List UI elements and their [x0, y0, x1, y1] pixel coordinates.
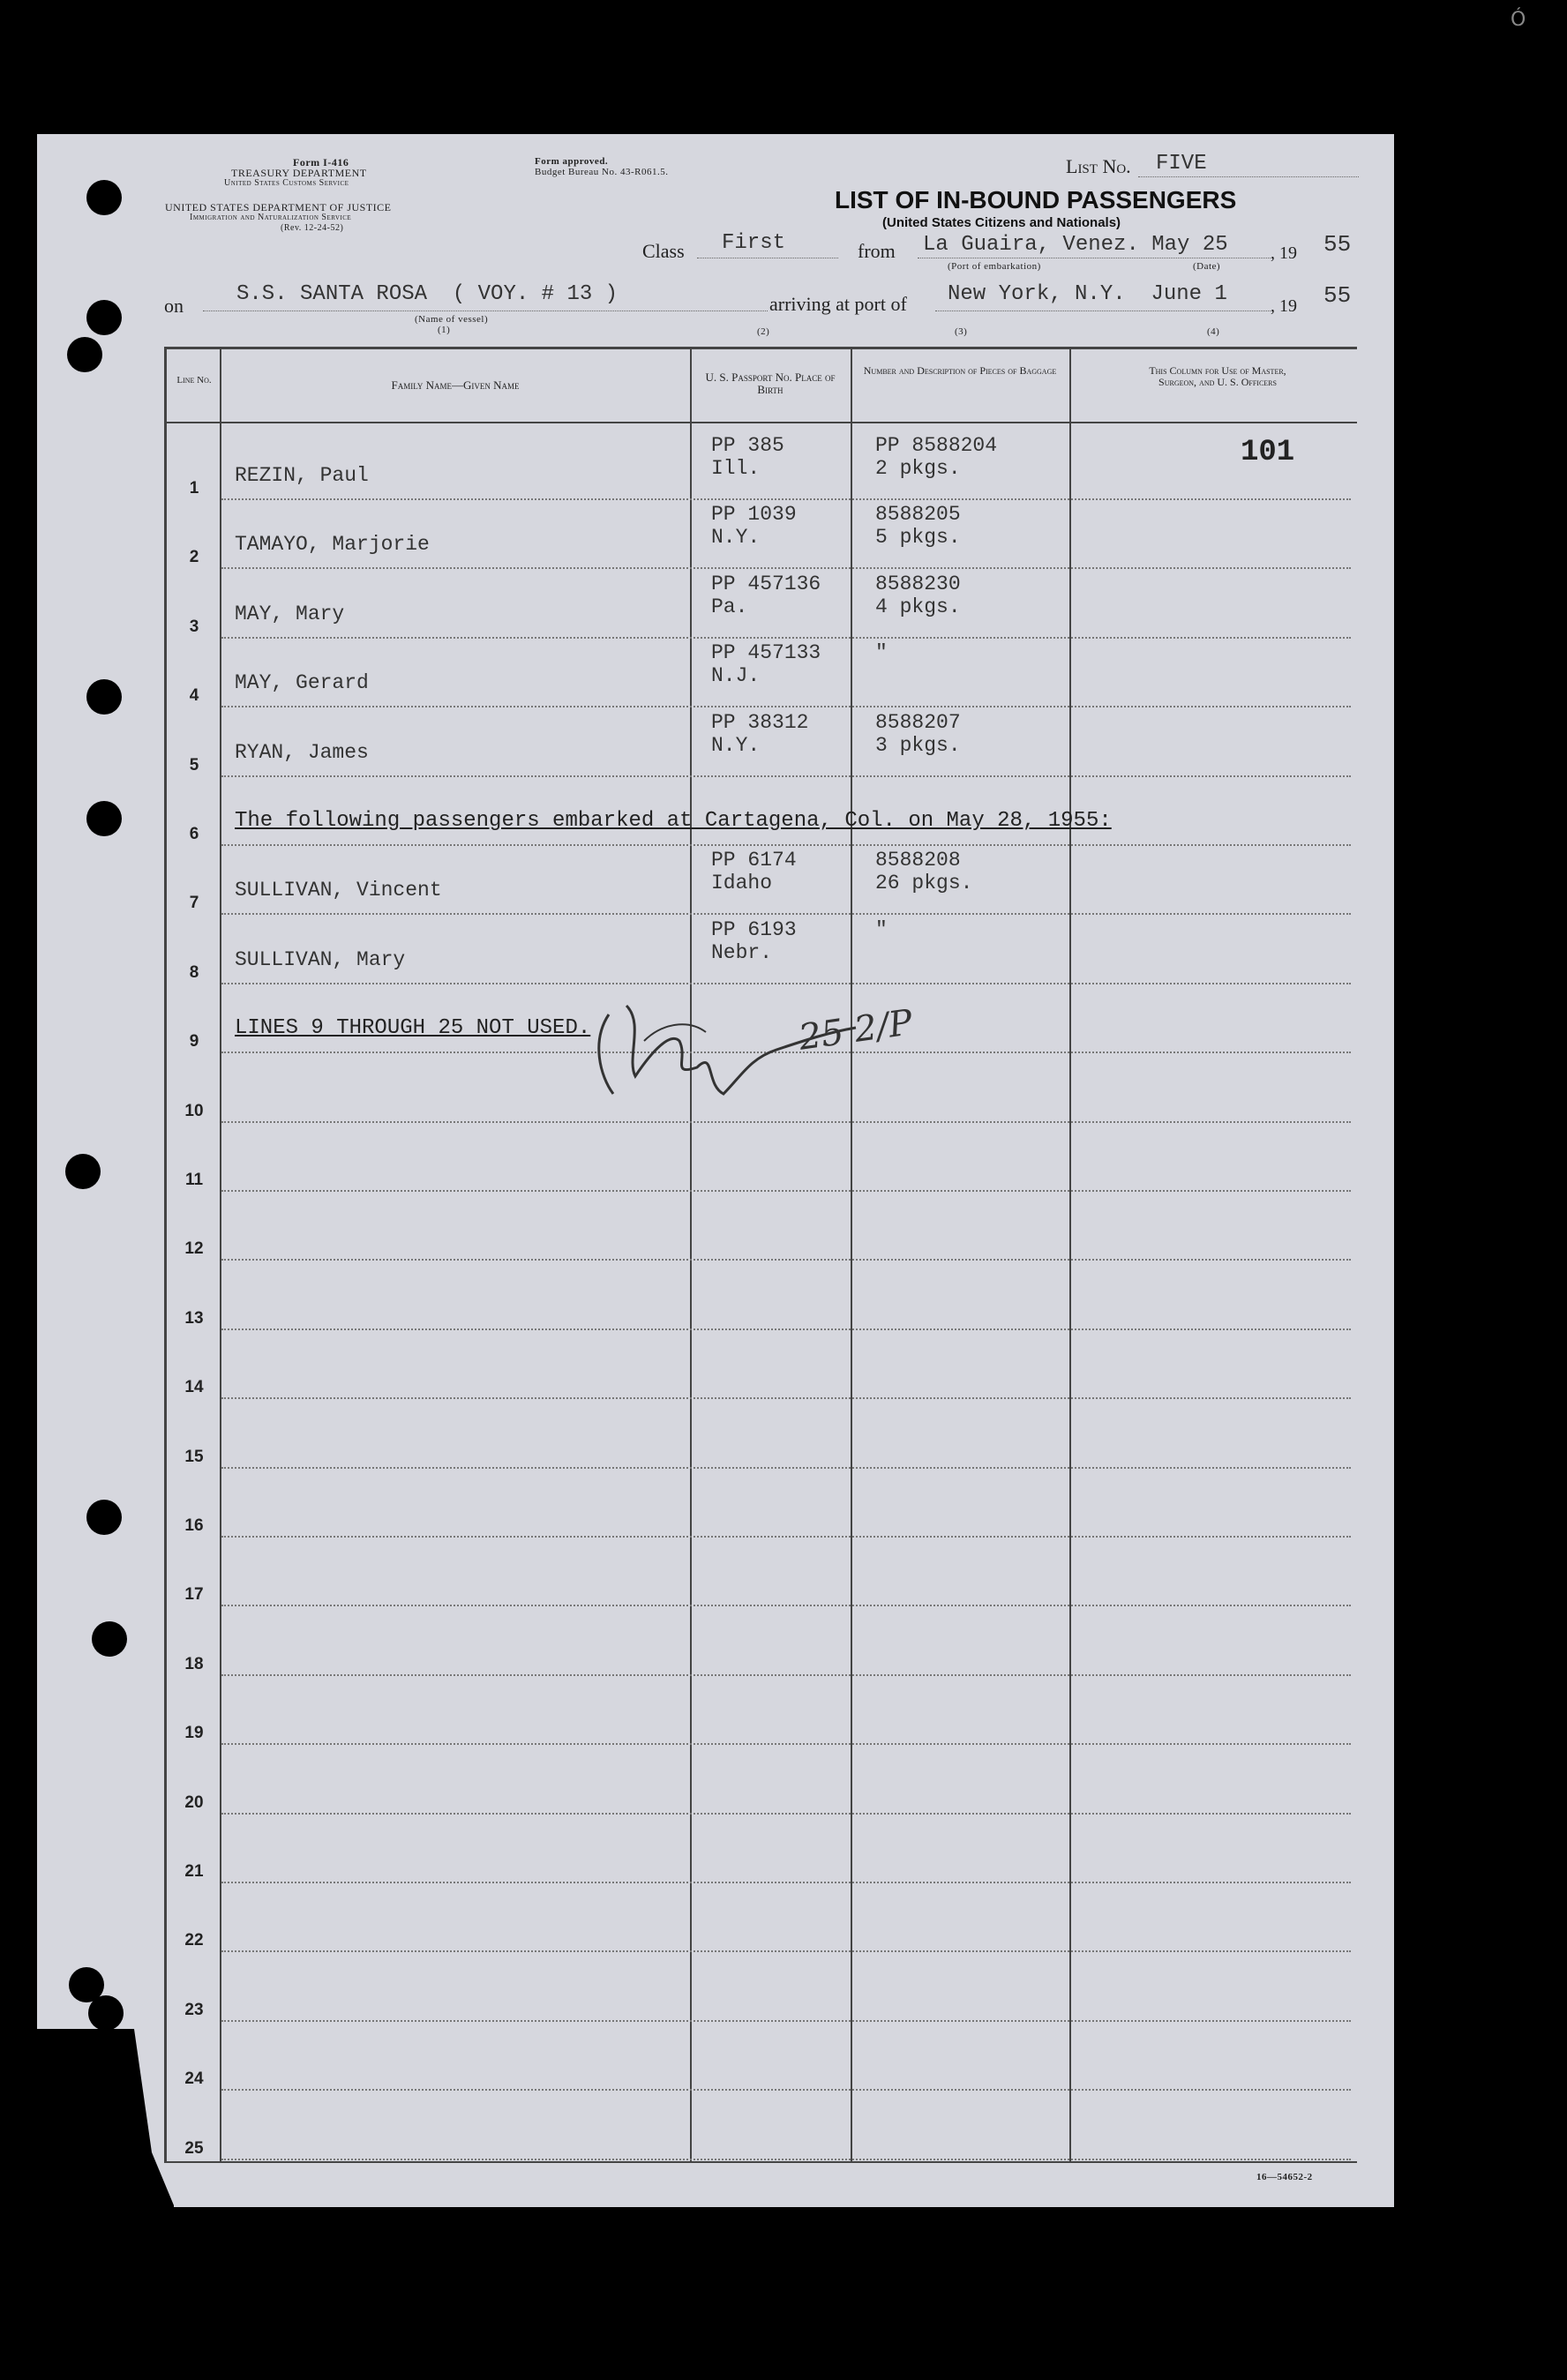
line-number: 4 — [189, 686, 199, 706]
binder-hole — [86, 180, 122, 215]
arriving-label: arriving at port of — [769, 293, 907, 315]
row-rule — [221, 1882, 1351, 1883]
section-note: The following passengers embarked at Cartagena, Col. on May 28, 1955: — [235, 809, 1112, 833]
form-number: Form I-416 — [293, 156, 349, 168]
binder-hole — [88, 1995, 124, 2031]
from-label: from — [858, 240, 896, 262]
section-note: LINES 9 THROUGH 25 NOT USED. — [235, 1016, 591, 1041]
header-baggage: Number and Description of Pieces of Baggage — [863, 364, 1057, 377]
vessel-caption: (Name of vessel) — [415, 314, 489, 325]
line-number: 11 — [184, 1171, 204, 1189]
line-number: 23 — [184, 2000, 204, 2019]
line-number: 13 — [184, 1308, 204, 1328]
row-rule — [221, 844, 1351, 846]
baggage-pieces: 2 pkgs. — [875, 457, 961, 480]
vessel-value: S.S. SANTA ROSA ( VOY. # 13 ) — [236, 282, 619, 306]
baggage-number: " — [875, 917, 888, 941]
place-of-birth: Idaho — [711, 872, 773, 895]
list-no-label: List No. — [1066, 155, 1131, 177]
place-of-birth: N.J. — [711, 664, 761, 688]
passport-number: PP 6193 — [711, 917, 797, 941]
passport-number: PP 457136 — [711, 572, 821, 595]
binder-hole — [92, 1621, 127, 1657]
binder-hole — [86, 679, 122, 715]
header-passport: U. S. Passport No. Place of Birth — [705, 370, 836, 396]
arrival-num: (3) — [955, 326, 968, 337]
on-label: on — [164, 295, 184, 317]
passenger-name: TAMAYO, Marjorie — [235, 533, 430, 557]
baggage-number: 8588207 — [875, 710, 961, 734]
class-label: Class — [642, 240, 685, 262]
date-num: (4) — [1207, 326, 1220, 337]
row-rule — [221, 1328, 1351, 1330]
line-number: 20 — [184, 1792, 204, 1812]
table-left-border — [164, 347, 167, 2163]
baggage-number: 8588208 — [875, 849, 961, 872]
binder-hole — [67, 337, 102, 372]
line-number: 6 — [189, 825, 199, 843]
row-rule — [221, 1259, 1351, 1261]
line-number: 10 — [184, 1101, 204, 1120]
customs-service: United States Customs Service — [224, 178, 349, 188]
table-top-border — [164, 347, 1357, 349]
line-number: 22 — [184, 1931, 204, 1950]
row-rule — [221, 1743, 1351, 1745]
passenger-name: SULLIVAN, Vincent — [235, 879, 442, 902]
row-rule — [221, 1121, 1351, 1123]
arrival-year: 55 — [1323, 282, 1352, 309]
place-of-birth: Pa. — [711, 595, 748, 618]
passport-number: PP 385 — [711, 434, 784, 457]
form-revision: (Rev. 12-24-52) — [281, 223, 344, 233]
passenger-name: MAY, Mary — [235, 602, 345, 625]
from-year-prefix: , 19 — [1271, 243, 1297, 263]
place-of-birth: N.Y. — [711, 733, 761, 757]
col-line-divider — [220, 347, 221, 2163]
row-rule — [221, 637, 1351, 639]
row-rule — [221, 567, 1351, 569]
arrival-value: New York, N.Y. June 1 — [948, 282, 1227, 306]
row-rule — [221, 1674, 1351, 1676]
col-name-divider — [690, 347, 692, 2163]
baggage-number: 8588205 — [875, 503, 961, 527]
arriving-num: (2) — [757, 326, 770, 337]
port-embark-caption: (Port of embarkation) — [948, 261, 1041, 272]
row-rule — [221, 498, 1351, 500]
form-approved: Form approved. — [535, 156, 609, 167]
line-number: 3 — [189, 617, 199, 636]
baggage-number: " — [875, 641, 888, 665]
arrival-year-prefix: , 19 — [1271, 296, 1297, 316]
from-year: 55 — [1323, 231, 1352, 258]
passport-number: PP 38312 — [711, 710, 809, 734]
manifest-subtitle: (United States Citizens and Nationals) — [882, 215, 1121, 230]
line-number: 8 — [189, 962, 199, 982]
line-number: 24 — [184, 2069, 204, 2089]
from-value: La Guaira, Venez. May 25 — [923, 233, 1228, 257]
manifest-title: LIST OF IN-BOUND PASSENGERS — [835, 186, 1237, 213]
row-rule — [221, 1467, 1351, 1469]
row-rule — [221, 2159, 1351, 2160]
passport-number: PP 6174 — [711, 849, 797, 872]
row-rule — [221, 775, 1351, 777]
treasury-department: TREASURY DEPARTMENT — [231, 167, 367, 179]
immigration-service: Immigration and Naturalization Service — [190, 213, 352, 222]
footer-code: 16—54652-2 — [1256, 2172, 1313, 2182]
col-passport-divider — [851, 347, 852, 2163]
line-number: 25 — [184, 2138, 204, 2158]
baggage-pieces: 4 pkgs. — [875, 595, 961, 618]
passenger-name: SULLIVAN, Mary — [235, 947, 406, 971]
line-number: 18 — [184, 1654, 204, 1673]
row-rule — [221, 2020, 1351, 2022]
date-caption: (Date) — [1193, 261, 1221, 272]
table-header-border — [164, 422, 1357, 423]
row-rule — [221, 913, 1351, 915]
passenger-name: MAY, Gerard — [235, 671, 369, 695]
row-rule — [221, 1190, 1351, 1192]
row-rule — [221, 983, 1351, 984]
corner-mark: Ó — [1511, 9, 1526, 31]
line-number: 9 — [189, 1032, 199, 1052]
binder-hole — [86, 300, 122, 335]
passenger-name: RYAN, James — [235, 740, 369, 764]
binder-hole — [65, 1154, 101, 1189]
baggage-pieces: 5 pkgs. — [875, 526, 961, 550]
line-number: 14 — [184, 1378, 204, 1397]
line-number: 7 — [189, 894, 199, 913]
row-rule — [221, 2089, 1351, 2091]
place-of-birth: Nebr. — [711, 940, 773, 964]
handwritten-signature — [574, 988, 891, 1120]
line-number: 15 — [184, 1447, 204, 1466]
budget-bureau: Budget Bureau No. 43-R061.5. — [535, 167, 669, 177]
header-officers: This Column for Use of Master, Surgeon, and U. S. Officers — [1149, 364, 1286, 388]
place-of-birth: Ill. — [711, 457, 761, 480]
row-rule — [221, 706, 1351, 707]
justice-department: UNITED STATES DEPARTMENT OF JUSTICE — [165, 201, 392, 213]
row-rule — [221, 1813, 1351, 1815]
baggage-pieces: 26 pkgs. — [875, 872, 973, 895]
list-no-dots — [1138, 176, 1359, 177]
passport-number: PP 1039 — [711, 503, 797, 527]
line-number: 17 — [184, 1585, 204, 1605]
row-rule — [221, 1536, 1351, 1538]
row-rule — [221, 1605, 1351, 1606]
header-line-no: Line No. — [176, 375, 212, 385]
line-number: 2 — [189, 548, 199, 567]
class-value: First — [722, 231, 786, 255]
line-number: 5 — [189, 755, 199, 775]
line-number: 12 — [184, 1239, 204, 1259]
baggage-number: 8588230 — [875, 572, 961, 595]
torn-corner — [37, 2029, 178, 2214]
row-rule — [221, 1397, 1351, 1399]
passport-number: PP 457133 — [711, 641, 821, 665]
table-bottom-border — [164, 2161, 1357, 2163]
handwritten-note: 25 2/P — [796, 1002, 916, 1059]
line-number: 16 — [184, 1516, 204, 1535]
vessel-caption-num: (1) — [438, 325, 451, 335]
binder-hole — [86, 1500, 122, 1535]
list-no-value: FIVE — [1156, 152, 1207, 176]
line-number: 19 — [184, 1724, 204, 1743]
baggage-number: PP 8588204 — [875, 434, 998, 457]
place-of-birth: N.Y. — [711, 526, 761, 550]
header-name: Family Name—Given Name — [391, 378, 520, 392]
officer-note: 101 — [1241, 436, 1295, 469]
binder-hole — [86, 801, 122, 836]
baggage-pieces: 3 pkgs. — [875, 733, 961, 757]
col-baggage-divider — [1069, 347, 1071, 2163]
passenger-name: REZIN, Paul — [235, 464, 369, 487]
line-number: 1 — [189, 479, 199, 498]
line-number: 21 — [184, 1862, 204, 1881]
row-rule — [221, 1950, 1351, 1952]
